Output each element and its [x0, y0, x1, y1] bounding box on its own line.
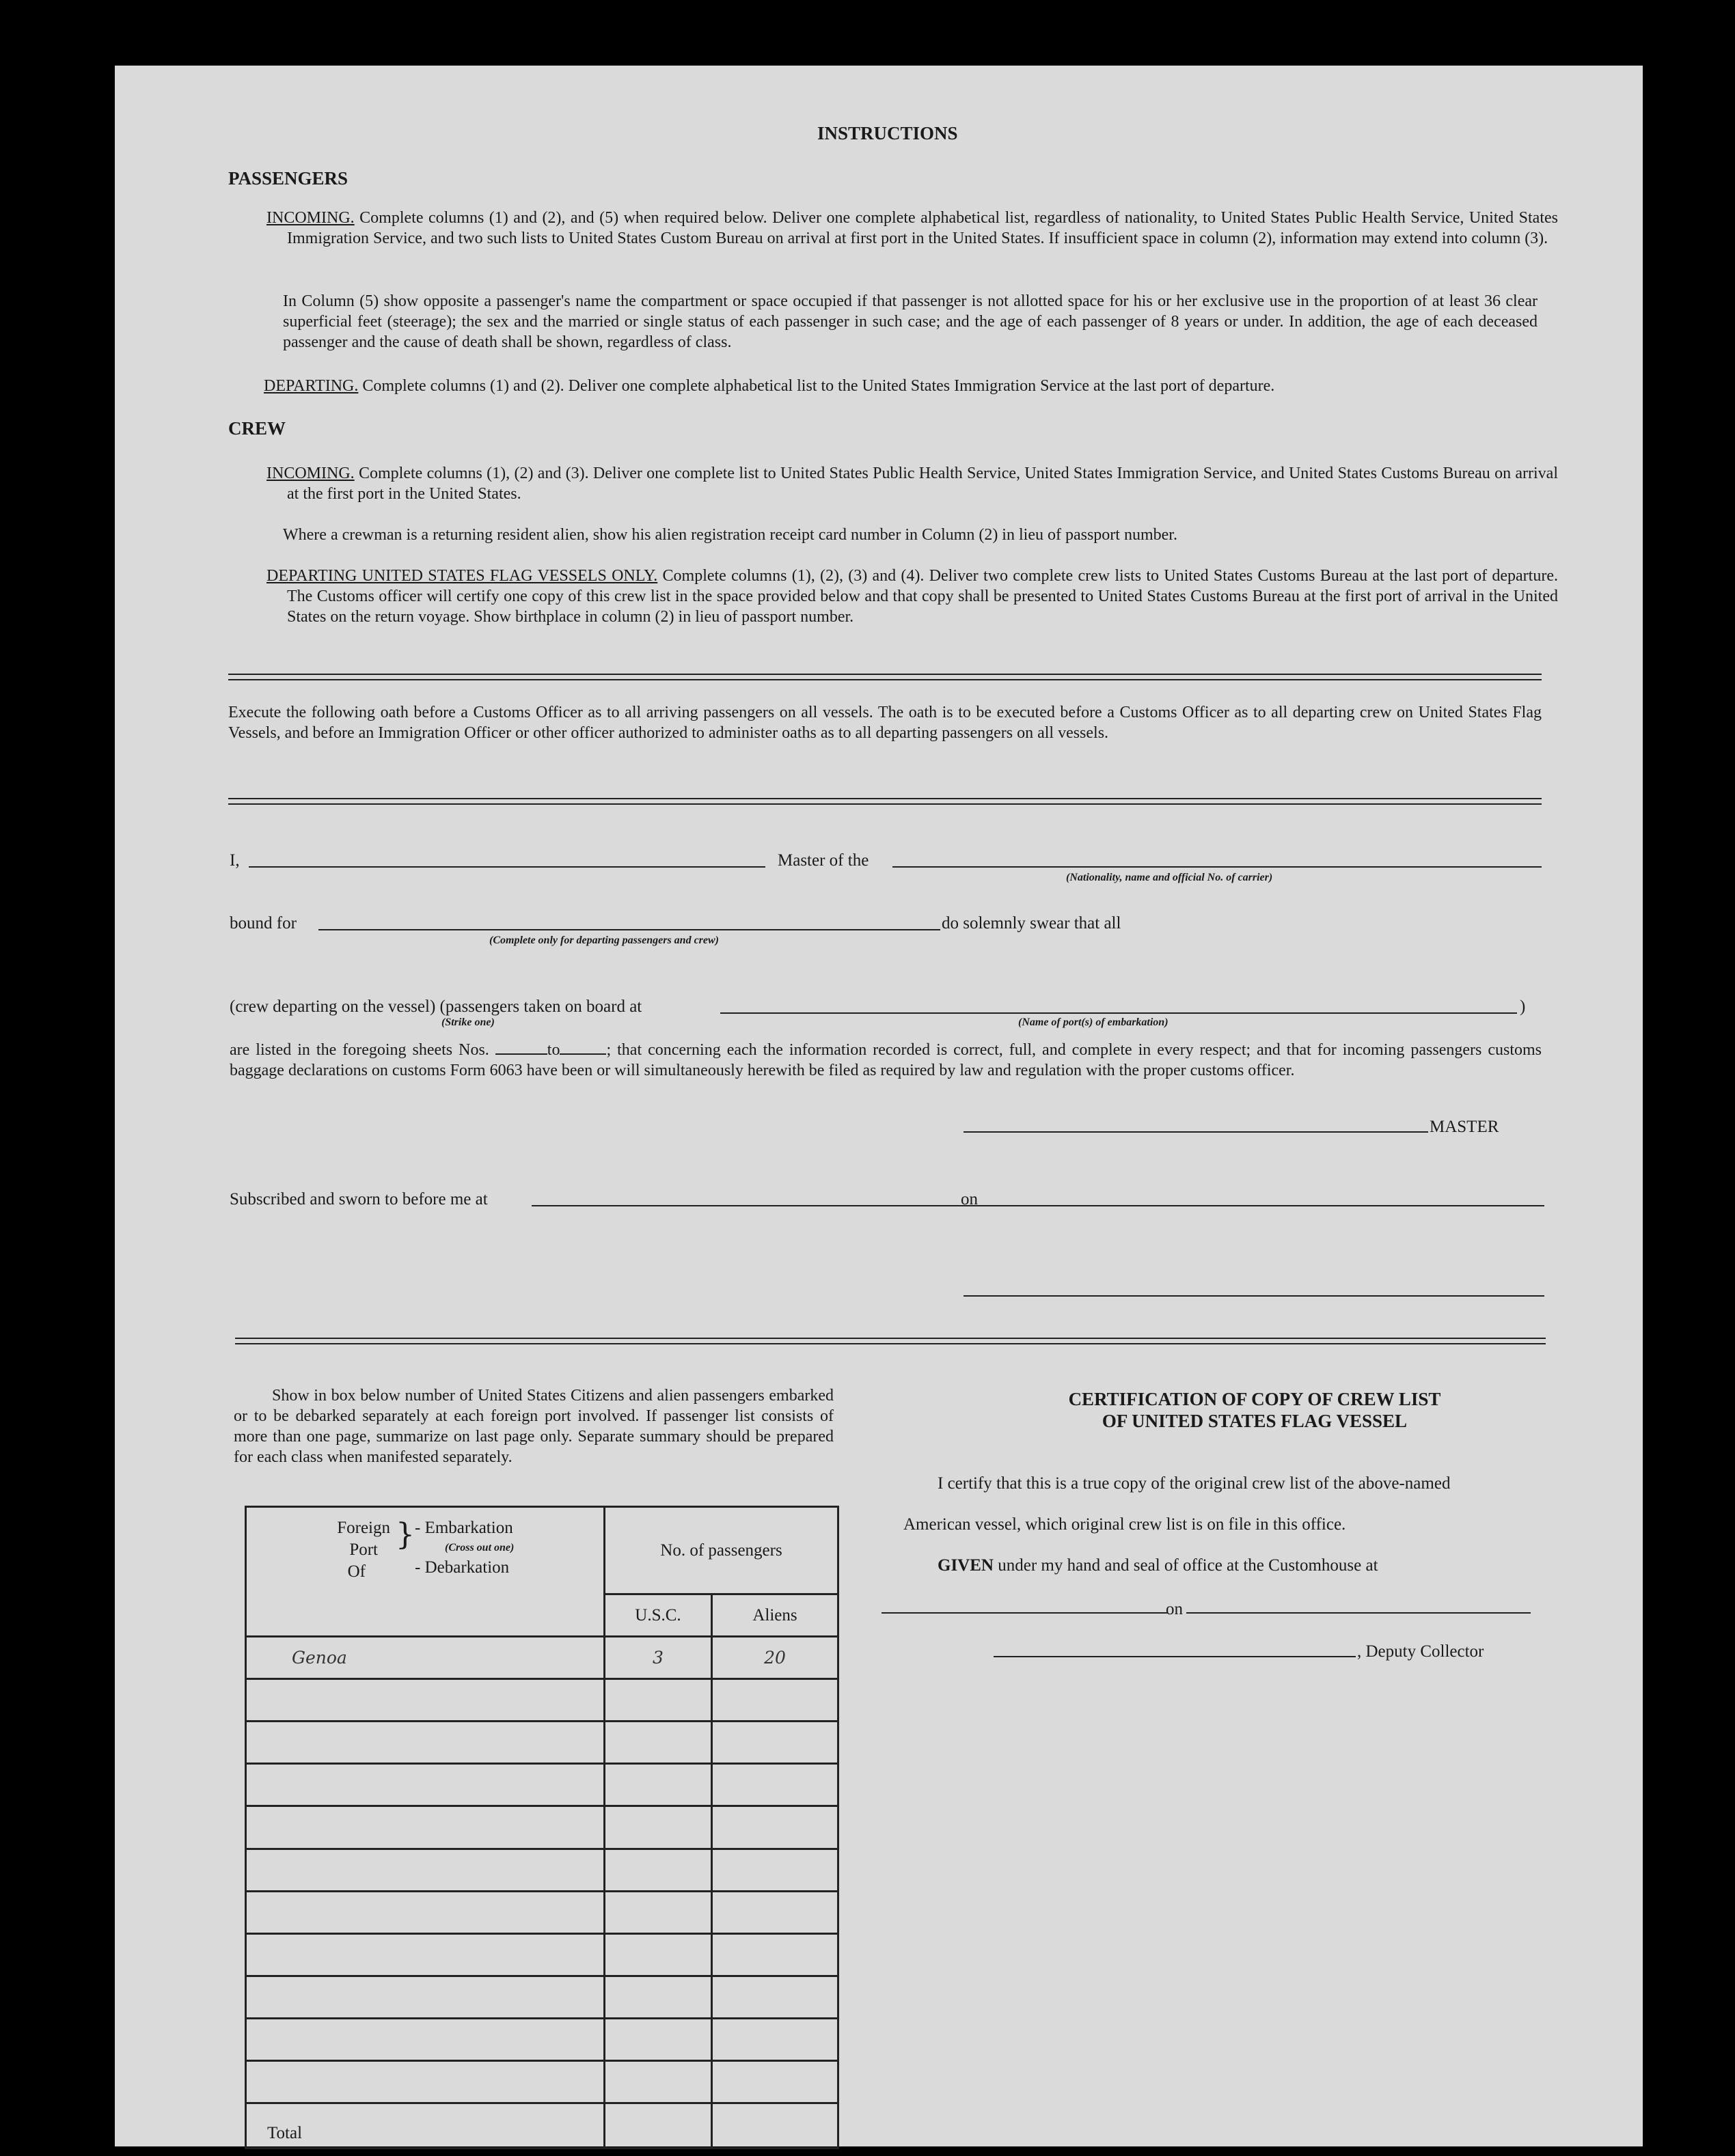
- aliens-cell[interactable]: [712, 1722, 838, 1764]
- oath-i-label: I,: [230, 851, 240, 870]
- master-signature-line[interactable]: [964, 1131, 1428, 1133]
- usc-cell[interactable]: [605, 2060, 712, 2103]
- american-vessel-text: American vessel, which original crew list is on file in this office.: [903, 1515, 1346, 1534]
- usc-cell[interactable]: [605, 1679, 712, 1722]
- crew-departing-label: DEPARTING UNITED STATES FLAG VESSELS ONLY.: [267, 567, 658, 585]
- divider: [228, 674, 1542, 680]
- certification-title-line2: OF UNITED STATES FLAG VESSEL: [1102, 1411, 1408, 1431]
- passengers-column5: In Column (5) show opposite a passenger's name the compartment or space occupied if that passenger is not allotted space for his or her exclusive use in the proportion of at least 36 clear superficial feet (steerage); the sex and the married or single status of each passenger in such case; and the age of each passenger of 8 years or under. In addition, the age of each deceased passenger and the cause of death shall be shown, regardless of class.: [283, 292, 1538, 351]
- aliens-cell[interactable]: 20: [712, 1637, 838, 1679]
- table-row: [246, 1722, 838, 1764]
- aliens-cell[interactable]: [712, 1679, 838, 1722]
- deputy-collector-line[interactable]: [994, 1656, 1356, 1657]
- port-cell[interactable]: [246, 2018, 605, 2060]
- passengers-departing: [264, 376, 1538, 396]
- usc-cell[interactable]: [605, 1849, 712, 1891]
- table-row: [246, 1891, 838, 1933]
- aliens-cell[interactable]: [712, 1849, 838, 1891]
- usc-total-cell[interactable]: [605, 2103, 712, 2148]
- subscribed-text: Subscribed and sworn to before me at: [230, 1190, 488, 1208]
- aliens-cell[interactable]: [712, 2018, 838, 2060]
- crew-incoming-text: Complete columns (1), (2) and (3). Deliver one complete list to United States Public Health Service, United States Immigration Service, and United States Customs Bureau on arrival at the first port in the United States.: [287, 465, 1559, 503]
- port-cell[interactable]: [246, 1849, 605, 1891]
- table-row: [246, 2060, 838, 2103]
- port-cell[interactable]: [246, 1722, 605, 1764]
- debarkation-label: - Debarkation: [415, 1558, 510, 1577]
- passengers-incoming-label: INCOMING.: [267, 209, 355, 227]
- given-label: GIVEN: [938, 1556, 994, 1575]
- passengers-incoming-text: Complete columns (1) and (2), and (5) when required below. Deliver one complete alphabetical list, regardless of nationality, to United States Public Health Service, United States Immigration Service, and two such lists to United States Custom Bureau on arrival at first port in the United States. If insufficient space in column (2), information may extend into column (3).: [287, 209, 1558, 247]
- oath-body: [230, 1038, 1542, 1081]
- table-row: [246, 2018, 838, 2060]
- oath-body-text: ; that concerning each the information recorded is correct, full, and complete in every respect; and that for incoming passengers customs baggage declarations on customs Form 6063 have been or will simultaneously herewith be filed as required by law and regulation with the proper customs officer.: [230, 1041, 1542, 1079]
- listed-in-text: are listed in the foregoing sheets Nos.: [230, 1041, 489, 1059]
- bound-for-line[interactable]: [318, 929, 940, 930]
- crew-departing-text: Complete columns (1), (2), (3) and (4). Deliver two complete crew lists to United States Customs Bureau at the last port of departure. The Customs officer will certify one copy of this crew list in the space provided below and that copy shall be presented to United States Customs Bureau at the first port of arrival in the United States on the return voyage. Show birthplace in column (2) in lieu of passport number.: [287, 567, 1558, 626]
- passenger-summary-table: [245, 1506, 839, 2149]
- cert-date-line[interactable]: [1186, 1612, 1531, 1614]
- certify-text: I certify that this is a true copy of the original crew list of the above-named: [938, 1474, 1451, 1493]
- strike-note: (Strike one): [441, 1017, 495, 1028]
- usc-cell[interactable]: 3: [605, 1637, 712, 1679]
- usc-cell[interactable]: [605, 1806, 712, 1849]
- port-cell[interactable]: [246, 1764, 605, 1806]
- embarkation-label: - Embarkation: [415, 1519, 513, 1537]
- certification-title: [981, 1388, 1528, 1432]
- crew-heading: CREW: [228, 418, 286, 439]
- form-page: [115, 66, 1643, 2146]
- crew-departing: [267, 566, 1558, 627]
- master-label: MASTER: [1430, 1118, 1499, 1136]
- deputy-collector-label: , Deputy Collector: [1357, 1642, 1484, 1661]
- passengers-departing-text: Complete columns (1) and (2). Deliver one complete alphabetical list to the United States Immigration Service at the last port of departure.: [362, 377, 1275, 395]
- port-cell[interactable]: [246, 1891, 605, 1933]
- port-cell[interactable]: Genoa: [246, 1637, 605, 1679]
- aliens-cell[interactable]: [712, 1806, 838, 1849]
- brace-icon: }: [396, 1517, 415, 1552]
- swear-text: do solemnly swear that all: [942, 914, 1121, 932]
- table-row: [246, 1849, 838, 1891]
- embarkation-port-line[interactable]: [720, 1012, 1517, 1014]
- of-label: Of: [347, 1562, 366, 1581]
- crew-departing-line-text: (crew departing on the vessel) (passengers taken on board at: [230, 997, 642, 1016]
- total-row: [246, 2103, 838, 2148]
- usc-cell[interactable]: [605, 1891, 712, 1933]
- cross-out-note: (Cross out one): [445, 1542, 515, 1553]
- page-title: INSTRUCTIONS: [817, 123, 958, 143]
- usc-cell[interactable]: [605, 1722, 712, 1764]
- officer-signature-line[interactable]: [964, 1295, 1544, 1297]
- certification-title-line1: CERTIFICATION OF COPY OF CREW LIST: [1068, 1389, 1441, 1409]
- given-text: [938, 1555, 1378, 1576]
- summary-instructions: Show in box below number of United States Citizens and alien passengers embarked or to be debarked separately at each foreign port involved. If passenger list consists of more than one page, summarize on last page only. Separate summary should be prepared for each class when manifested separately.: [234, 1387, 834, 1466]
- port-header-cell: [246, 1507, 605, 1637]
- port-cell[interactable]: [246, 2060, 605, 2103]
- close-paren: ): [1520, 997, 1526, 1016]
- passengers-heading: PASSENGERS: [228, 168, 349, 189]
- bound-for-label: bound for: [230, 914, 297, 932]
- table-row: [246, 1679, 838, 1722]
- aliens-total-cell[interactable]: [712, 2103, 838, 2148]
- usc-cell[interactable]: [605, 1976, 712, 2018]
- given-rest: under my hand and seal of office at the Customhouse at: [998, 1556, 1378, 1575]
- port-cell[interactable]: [246, 1679, 605, 1722]
- total-label: Total: [246, 2103, 605, 2148]
- aliens-cell[interactable]: [712, 1933, 838, 1976]
- aliens-cell[interactable]: [712, 1891, 838, 1933]
- table-row: [246, 1764, 838, 1806]
- table-row: [246, 1933, 838, 1976]
- customhouse-line[interactable]: [882, 1612, 1167, 1614]
- port-note: (Name of port(s) of embarkation): [1018, 1017, 1169, 1028]
- cert-on-label: on: [1166, 1600, 1183, 1618]
- sworn-date-line[interactable]: [983, 1205, 1544, 1206]
- nationality-note: (Nationality, name and official No. of carrier): [1066, 872, 1273, 883]
- usc-header: U.S.C.: [605, 1594, 712, 1637]
- aliens-cell[interactable]: [712, 2060, 838, 2103]
- aliens-header: Aliens: [712, 1594, 838, 1637]
- aliens-cell[interactable]: [712, 1764, 838, 1806]
- master-of-the-label: Master of the: [778, 851, 869, 870]
- table-row: [246, 1976, 838, 2018]
- port-label: Port: [349, 1540, 378, 1559]
- sworn-on-label: on: [961, 1190, 978, 1208]
- oath-intro: Execute the following oath before a Customs Officer as to all arriving passengers on all vessels. The oath is to be executed before a Customs Officer as to all departing crew on United States Flag Vessels, and before an Immigration Officer or other officer authorized to administer oaths as to all departing passengers on all vessels.: [228, 704, 1542, 742]
- no-of-passengers-header: No. of passengers: [605, 1507, 838, 1594]
- carrier-line[interactable]: [892, 866, 1542, 868]
- port-cell[interactable]: [246, 1806, 605, 1849]
- crew-incoming: [267, 463, 1558, 504]
- crew-incoming-label: INCOMING.: [267, 465, 355, 482]
- port-cell[interactable]: [246, 1933, 605, 1976]
- table-row: [246, 1806, 838, 1849]
- usc-cell[interactable]: [605, 2018, 712, 2060]
- divider: [228, 798, 1542, 805]
- sheet-to-field[interactable]: [560, 1038, 606, 1055]
- aliens-cell[interactable]: [712, 1976, 838, 2018]
- usc-cell[interactable]: [605, 1933, 712, 1976]
- master-name-line[interactable]: [249, 866, 765, 868]
- usc-cell[interactable]: [605, 1764, 712, 1806]
- port-cell[interactable]: [246, 1976, 605, 2018]
- sheet-from-field[interactable]: [495, 1038, 547, 1055]
- passengers-departing-label: DEPARTING.: [264, 377, 359, 395]
- passengers-incoming: [267, 208, 1558, 249]
- foreign-label: Foreign: [337, 1519, 390, 1537]
- to-text: to: [547, 1041, 560, 1059]
- table-row: [246, 1637, 838, 1679]
- divider: [235, 1338, 1546, 1344]
- complete-note: (Complete only for departing passengers and crew): [489, 935, 719, 946]
- crew-resident: Where a crewman is a returning resident alien, show his alien registration receipt card number in Column (2) in lieu of passport number.: [283, 526, 1177, 544]
